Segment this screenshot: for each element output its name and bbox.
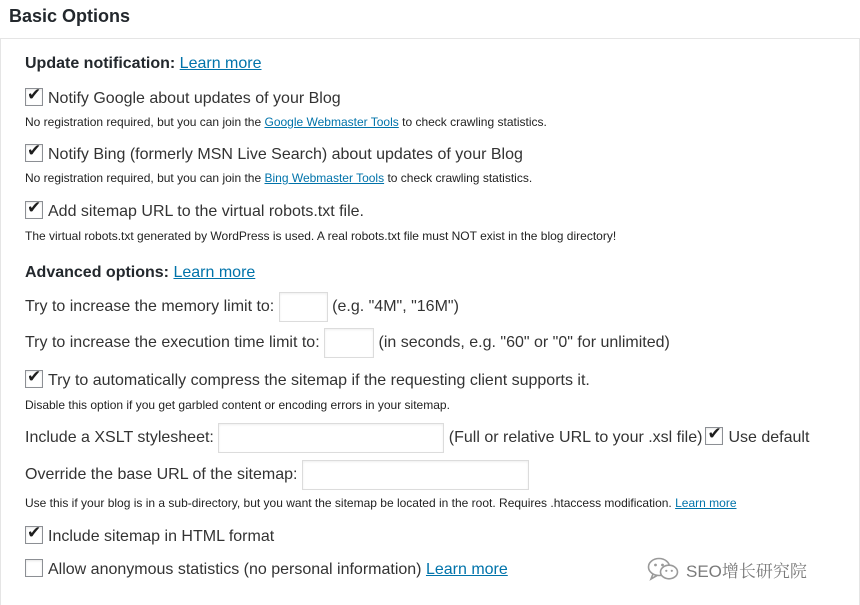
notify-bing-label: Notify Bing (formerly MSN Live Search) about updates of your Blog [48,146,523,163]
anon-stats-option[interactable] [25,559,508,579]
use-default-checkbox[interactable] [705,424,723,445]
checkmark-icon: ✔ [27,367,42,387]
use-default-label: Use default [728,429,810,447]
google-webmaster-tools-link[interactable]: Google Webmaster Tools [264,115,399,129]
bing-desc-text: No registration required, but you can join the [25,171,265,185]
anon-stats-learn-more-link[interactable]: Learn more [425,561,508,578]
memory-limit-hint: (e.g. "4M", "16M") [332,298,459,316]
compress-description: Disable this option if you get garbled content or encoding errors in your sitemap. [25,398,450,412]
notify-google-option[interactable] [25,85,341,108]
exec-limit-hint: (in seconds, e.g. "60" or "0" for unlimited) [378,334,670,352]
compress-option[interactable] [25,367,590,390]
notify-bing-checkbox[interactable] [25,141,43,162]
exec-limit-row [25,328,670,358]
xslt-row [25,423,809,453]
compress-label: Try to automatically compress the sitemap if the requesting client supports it. [48,372,590,389]
notify-bing-option[interactable] [25,141,523,164]
html-format-checkbox[interactable] [25,523,43,544]
bing-webmaster-tools-link[interactable]: Bing Webmaster Tools [264,171,385,185]
bing-desc-suffix: to check crawling statistics. [384,171,533,185]
checkmark-icon: ✔ [27,141,42,161]
base-url-desc-text: Use this if your blog is in a sub-directory, but you want the sitemap be located in the root. Requires .htaccess modification. [25,496,672,510]
checkmark-icon: ✔ [707,424,722,445]
checkmark-icon: ✔ [27,85,42,105]
memory-limit-row [25,292,459,322]
memory-limit-input[interactable] [279,292,328,322]
update-notification-heading [25,55,262,73]
base-url-learn-more-link[interactable]: Learn more [675,496,737,510]
anon-stats-checkbox[interactable] [25,559,43,577]
robots-checkbox[interactable] [25,198,43,219]
xslt-hint: (Full or relative URL to your .xsl file) [448,429,703,447]
memory-limit-label: Try to increase the memory limit to: [25,298,275,316]
compress-checkbox[interactable] [25,367,43,388]
notify-google-checkbox[interactable] [25,85,43,106]
xslt-input[interactable] [218,423,444,453]
section-header [0,0,860,39]
html-format-label: Include sitemap in HTML format [48,528,275,545]
robots-option[interactable] [25,198,364,221]
robots-description: The virtual robots.txt generated by WordPress is used. A real robots.txt file must NOT exist in the blog directory! [25,229,617,243]
robots-label: Add sitemap URL to the virtual robots.txt file. [48,203,364,220]
exec-limit-label: Try to increase the execution time limit to: [25,334,320,352]
watermark-text: SEO增长研究院 [686,561,807,581]
section-title: Basic Options [9,6,131,26]
xslt-label: Include a XSLT stylesheet: [25,429,214,447]
advanced-options-heading [25,264,255,282]
base-url-input[interactable] [302,460,529,490]
advanced-learn-more-link[interactable]: Learn more [173,264,256,281]
base-url-row [25,460,529,490]
exec-limit-input[interactable] [324,328,374,358]
notify-google-description [25,115,547,129]
wechat-icon [647,556,679,582]
base-url-label: Override the base URL of the sitemap: [25,466,298,484]
base-url-description [25,496,737,510]
google-desc-text: No registration required, but you can join the [25,115,265,129]
checkmark-icon: ✔ [27,198,42,218]
google-desc-suffix: to check crawling statistics. [398,115,547,129]
watermark [647,556,807,582]
notify-google-label: Notify Google about updates of your Blog [48,90,341,107]
update-notification-label: Update notification: [25,55,176,72]
update-learn-more-link[interactable]: Learn more [179,55,262,72]
anon-stats-label: Allow anonymous statistics (no personal information) [48,561,422,578]
notify-bing-description [25,171,532,185]
html-format-option[interactable] [25,523,275,546]
advanced-options-label: Advanced options: [25,264,170,281]
checkmark-icon: ✔ [27,523,42,543]
